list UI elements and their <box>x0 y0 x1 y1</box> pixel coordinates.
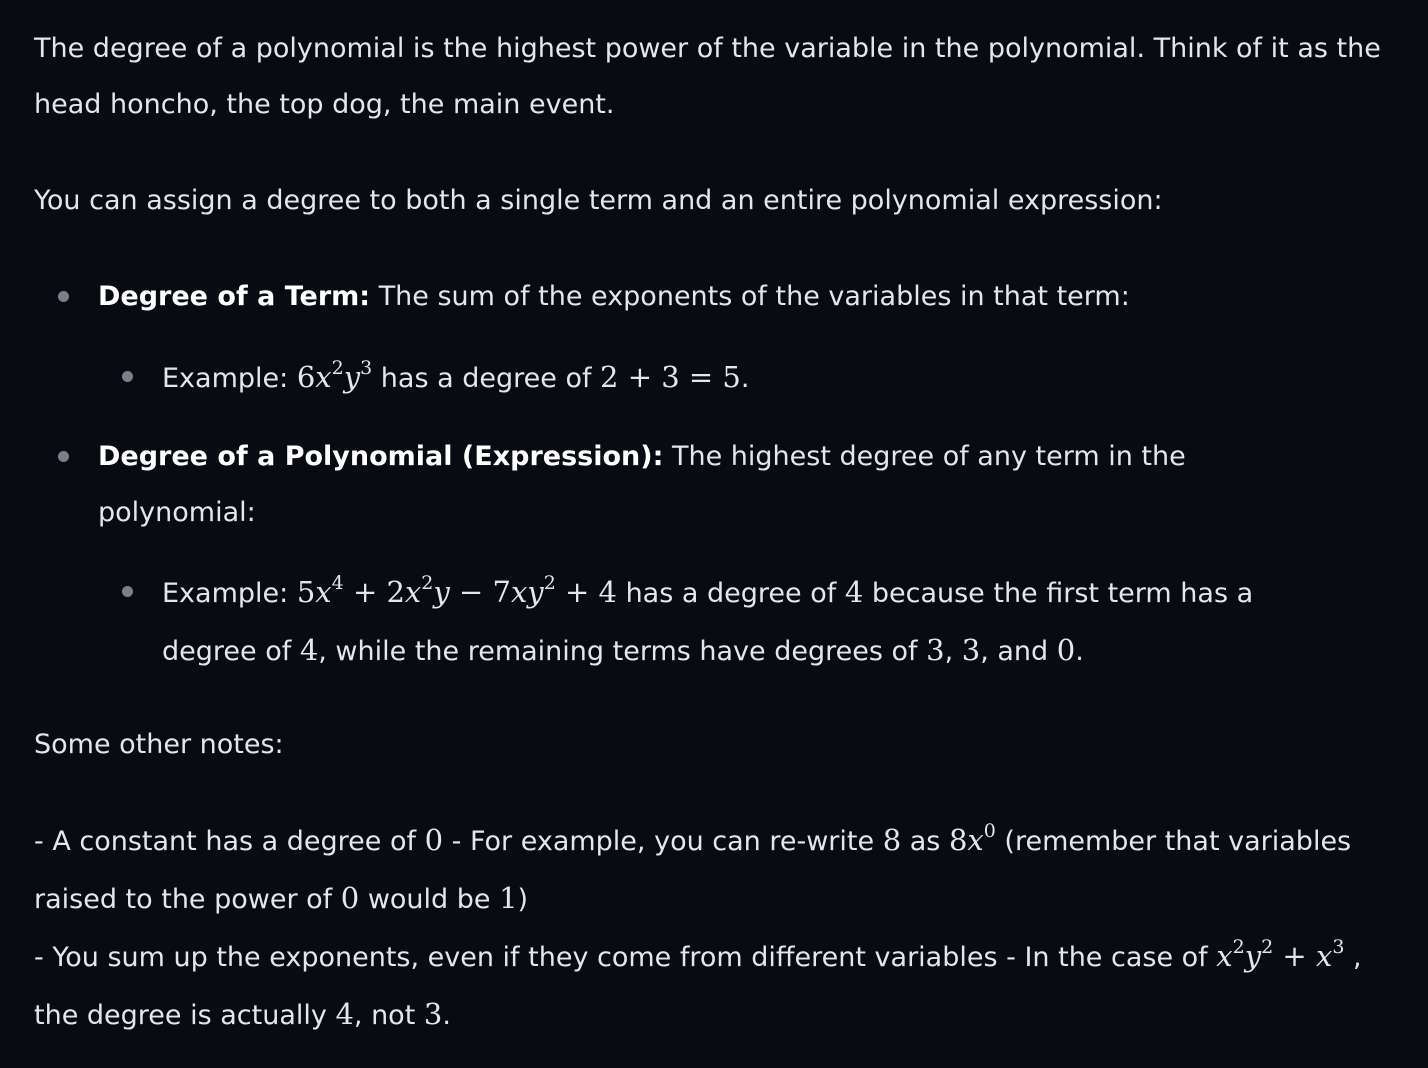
poly-example-prefix: Example: <box>162 578 297 609</box>
poly-example-text: . <box>1075 636 1084 667</box>
intro-paragraph: The degree of a polynomial is the highest power of the variable in the polynomial. Think of it as the head honcho, the top dog, the main event. <box>34 33 1381 120</box>
notes-heading: Some other notes: <box>34 729 284 760</box>
math-three: 3 <box>926 633 945 667</box>
poly-example-text: , while the remaining terms have degrees of <box>318 636 927 667</box>
math-8x0: $8x^0$ <box>948 820 996 857</box>
poly-example-text: because the first term has a <box>863 578 1254 609</box>
bullet-dot <box>58 451 69 462</box>
note-text: - You sum up the exponents, even if they come from different variables - In the case of <box>34 942 1217 973</box>
term-example-end: . <box>740 363 750 394</box>
note-text: , the degree is actually <box>34 942 1362 1031</box>
note-text: - For example, you can re-write <box>443 826 883 857</box>
note-text: would be <box>359 884 500 915</box>
list-item-poly <box>98 429 1258 541</box>
math-zero: 0 <box>1056 633 1076 667</box>
poly-label: Degree of a Polynomial (Expression): <box>98 441 664 472</box>
math-x2y2-plus-x3: $x^2y^2 + x^3$ <box>1216 936 1345 973</box>
note-text: . <box>442 1000 451 1031</box>
math-one: 1 <box>499 881 518 915</box>
poly-example-text: has a degree of <box>616 578 845 609</box>
bullet-dot <box>58 291 69 302</box>
math-four: 4 <box>844 575 864 609</box>
note-text: as <box>901 826 949 857</box>
note-text: ) <box>517 884 529 915</box>
math-polynomial: $5x^4 + 2x^2y - 7xy^2 + 4$ <box>296 572 617 609</box>
notes-paragraph <box>34 812 1404 1044</box>
list-item-term <box>98 269 1130 325</box>
sub-bullet-dot <box>122 586 133 597</box>
term-text: The sum of the exponents of the variables in that term: <box>370 281 1130 312</box>
math-three: 3 <box>423 997 443 1031</box>
list-item-term-example <box>162 349 749 407</box>
list-item-poly-example <box>162 564 1422 680</box>
note-text: - A constant has a degree of <box>34 826 425 857</box>
math-zero: 0 <box>340 881 360 915</box>
term-example-mid: has a degree of <box>372 363 601 394</box>
term-example-prefix: Example: <box>162 363 297 394</box>
poly-example-text: , and <box>980 636 1057 667</box>
math-zero: 0 <box>424 823 444 857</box>
math-sum: 2 + 3 = 5 <box>600 360 741 394</box>
math-four: 4 <box>335 997 354 1031</box>
math-term-6x2y3: $6x^2y^3$ <box>296 357 373 394</box>
math-four: 4 <box>299 633 319 667</box>
poly-example-text: , <box>944 636 962 667</box>
poly-example-text: degree of <box>162 636 300 667</box>
note-text: , not <box>353 1000 424 1031</box>
poly-text: The highest degree of any term in the polynomial: <box>98 441 1186 528</box>
sub-bullet-dot <box>122 371 133 382</box>
assign-paragraph: You can assign a degree to both a single term and an entire polynomial expression: <box>34 185 1163 216</box>
math-eight: 8 <box>882 823 902 857</box>
term-label: Degree of a Term: <box>98 281 371 312</box>
math-three: 3 <box>961 633 981 667</box>
note-text: (remember that variables raised to the power of <box>34 826 1352 915</box>
